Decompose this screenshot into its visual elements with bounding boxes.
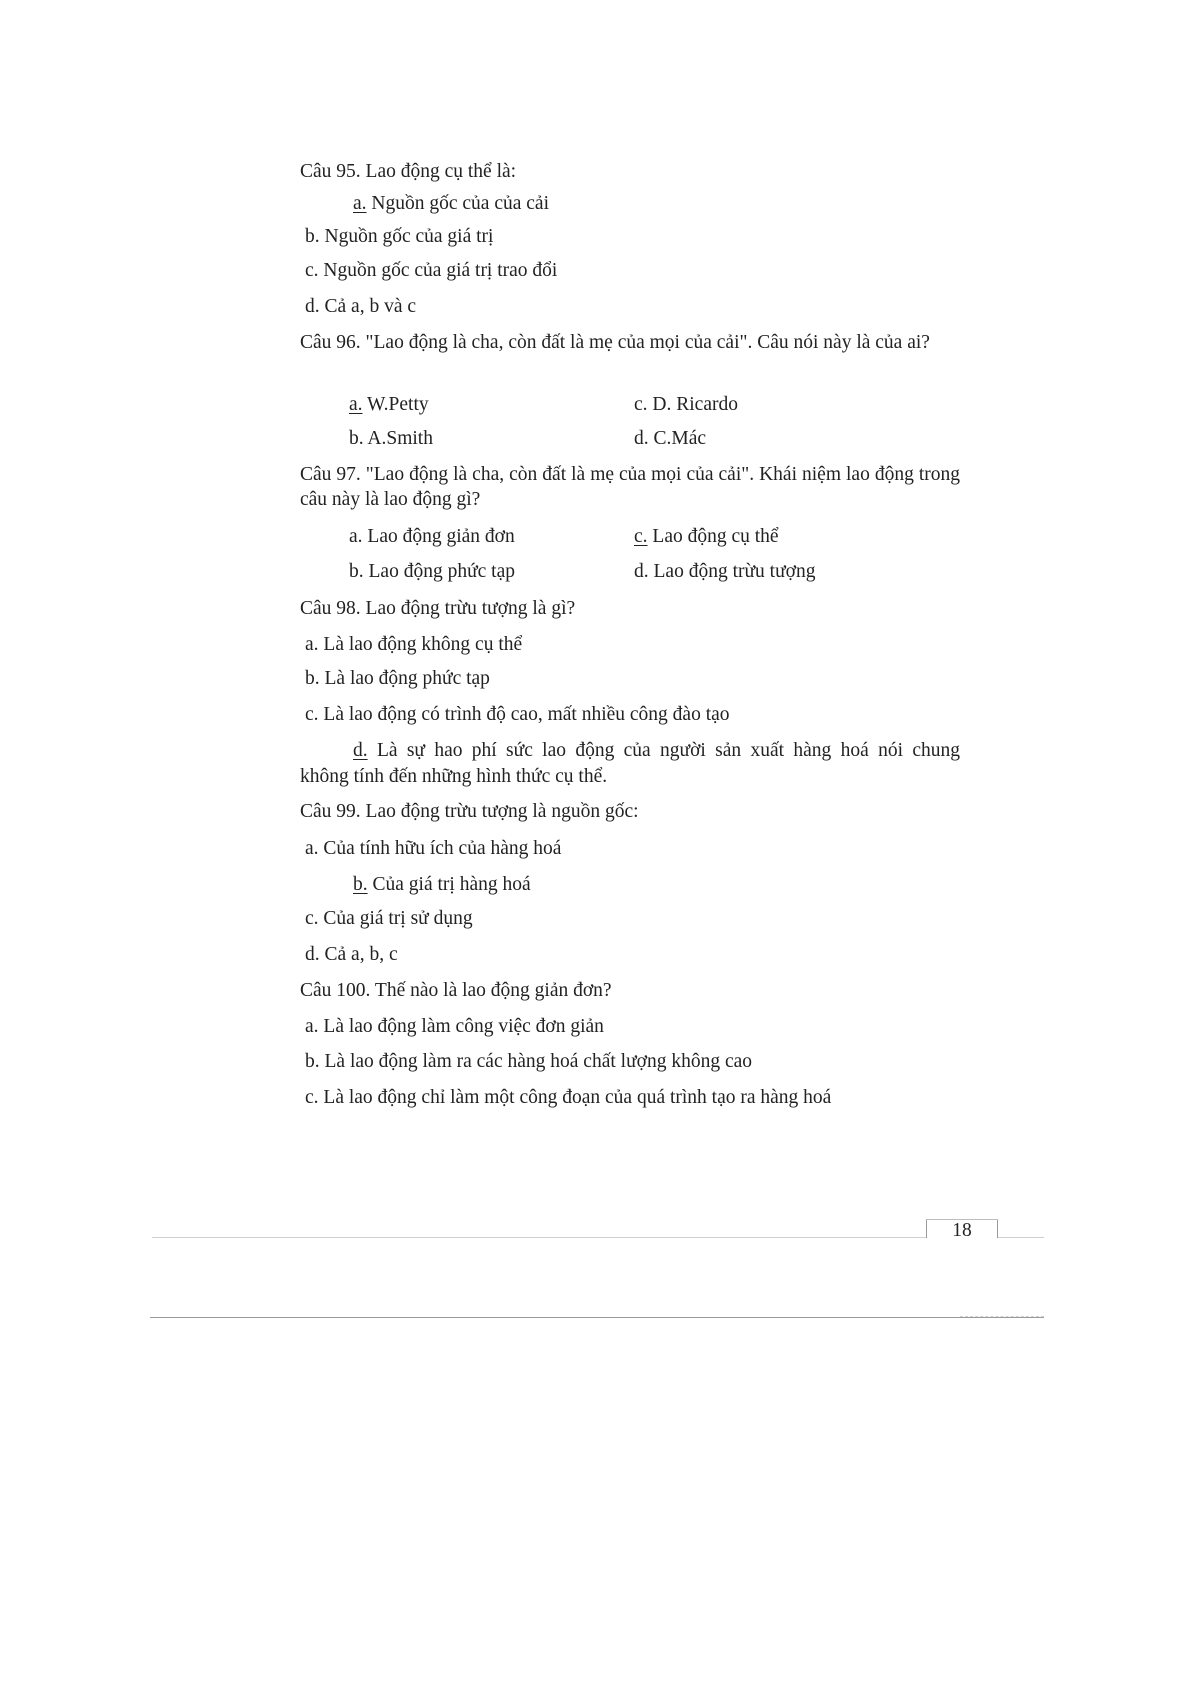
question-95-stem: Câu 95. Lao động cụ thể là: (300, 161, 517, 182)
footer-bottom-rule (150, 1317, 1044, 1318)
page-number: 18 (952, 1220, 972, 1241)
question-95-option-b: b. Nguồn gốc của giá trị (305, 226, 494, 247)
question-100-option-c: c. Là lao động chỉ làm một công đoạn của quá trình tạo ra hàng hoá (305, 1087, 832, 1108)
question-99-option-b: b. Của giá trị hàng hoá (353, 874, 531, 895)
question-99-option-c: c. Của giá trị sử dụng (305, 908, 473, 929)
footer-rule-left (152, 1237, 926, 1238)
question-96-option-a: a. W.Petty (349, 394, 429, 415)
question-99-stem: Câu 99. Lao động trừu tượng là nguồn gốc: (300, 801, 639, 822)
correct-answer-marker: b. (353, 874, 368, 895)
question-97-option-a: a. Lao động giản đơn (349, 526, 515, 547)
question-98-stem: Câu 98. Lao động trừu tượng là gì? (300, 598, 576, 619)
question-98-option-d-continuation: không tính đến những hình thức cụ thể. (300, 766, 608, 787)
question-96-stem: Câu 96. "Lao động là cha, còn đất là mẹ của mọi của cải". Câu nói này là của ai? (300, 332, 930, 353)
question-99-option-a: a. Của tính hữu ích của hàng hoá (305, 838, 562, 859)
question-96-option-c: c. D. Ricardo (634, 394, 738, 415)
question-95-option-c: c. Nguồn gốc của giá trị trao đổi (305, 260, 558, 281)
question-99-option-d: d. Cả a, b, c (305, 944, 398, 965)
question-97-option-b: b. Lao động phức tạp (349, 561, 515, 582)
question-95-option-a: a. Nguồn gốc của của cải (353, 193, 549, 214)
question-98-option-b: b. Là lao động phức tạp (305, 668, 490, 689)
question-100-option-a: a. Là lao động làm công việc đơn giản (305, 1016, 604, 1037)
correct-answer-marker: a. (353, 193, 367, 214)
question-98-option-c: c. Là lao động có trình độ cao, mất nhiều công đào tạo (305, 704, 730, 725)
footer-dashed-rule (960, 1316, 1044, 1317)
correct-answer-marker: c. (634, 526, 648, 547)
question-96-option-d: d. C.Mác (634, 428, 707, 449)
question-100-option-b: b. Là lao động làm ra các hàng hoá chất lượng không cao (305, 1051, 753, 1072)
question-95-option-d: d. Cả a, b và c (305, 296, 417, 317)
question-98-option-a: a. Là lao động không cụ thể (305, 634, 523, 655)
question-97-option-c: c. Lao động cụ thể (634, 526, 779, 547)
question-96-option-b: b. A.Smith (349, 428, 433, 449)
correct-answer-marker: d. (353, 740, 368, 761)
question-98-option-d: d. Là sự hao phí sức lao động của người sản xuất hàng hoá nói chung (353, 740, 960, 761)
correct-answer-marker: a. (349, 394, 363, 415)
question-100-stem: Câu 100. Thế nào là lao động giản đơn? (300, 980, 612, 1001)
question-97-option-d: d. Lao động trừu tượng (634, 561, 816, 582)
question-97-stem: Câu 97. "Lao động là cha, còn đất là mẹ của mọi của cải". Khái niệm lao động trong câu này là lao động gì? (300, 464, 960, 510)
footer-rule-right (998, 1237, 1044, 1238)
